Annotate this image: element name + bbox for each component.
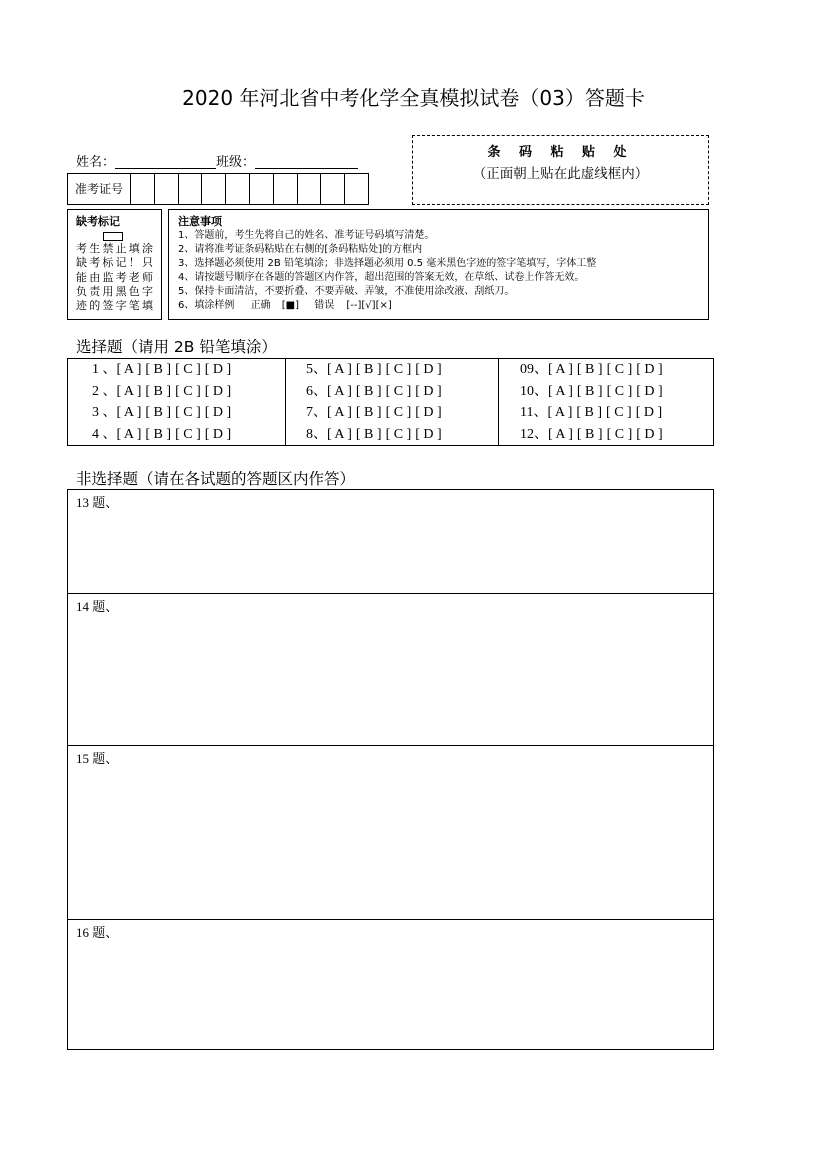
answer-box-14[interactable] xyxy=(68,593,713,745)
option-a-bubble[interactable]: [ A ] xyxy=(327,426,352,442)
question-number: 10、 xyxy=(520,383,548,399)
fill-sample-row xyxy=(178,299,596,313)
sheet-title: 2020 年河北省中考化学全真模拟试卷（03）答题卡 xyxy=(182,86,645,110)
question-number: 3 、 xyxy=(92,405,117,420)
option-d-bubble[interactable]: [ D ] xyxy=(204,362,232,377)
choice-question-row xyxy=(92,359,285,381)
absence-mark-box xyxy=(67,209,162,320)
question-number: 7、 xyxy=(306,405,327,420)
option-c-bubble[interactable]: [ C ] xyxy=(175,362,201,377)
barcode-title: 条 码 粘 贴 处 xyxy=(487,145,634,160)
option-b-bubble[interactable]: [ B ] xyxy=(355,426,382,442)
option-a-bubble[interactable]: [ A ] xyxy=(548,362,573,377)
option-b-bubble[interactable]: [ B ] xyxy=(355,405,382,420)
question-number: 09、 xyxy=(520,362,548,377)
notice-item: 4、请按题号顺序在各题的答题区内作答，超出范围的答案无效，在草纸、试卷上作答无效。 xyxy=(178,272,585,283)
option-c-bubble[interactable]: [ C ] xyxy=(606,362,633,377)
exam-id-digit-cell[interactable] xyxy=(345,174,368,204)
question-number: 8、 xyxy=(306,426,327,442)
option-b-bubble[interactable]: [ B ] xyxy=(576,383,603,399)
question-label: 16 题、 xyxy=(76,925,119,940)
fill-sample-label: 6、填涂样例 xyxy=(178,300,235,311)
option-b-bubble[interactable]: [ B ] xyxy=(576,405,603,420)
option-b-bubble[interactable]: [ B ] xyxy=(355,383,382,399)
option-a-bubble[interactable]: [ A ] xyxy=(547,405,573,420)
option-a-bubble[interactable]: [ A ] xyxy=(116,426,142,442)
option-a-bubble[interactable]: [ A ] xyxy=(116,362,142,377)
absence-title: 缺考标记 xyxy=(76,215,120,228)
exam-id-box xyxy=(67,173,369,205)
question-number: 5、 xyxy=(306,362,327,377)
exam-id-digit-cell[interactable] xyxy=(274,174,298,204)
choice-column xyxy=(498,359,713,445)
option-c-bubble[interactable]: [ C ] xyxy=(385,426,412,442)
option-b-bubble[interactable]: [ B ] xyxy=(145,362,172,377)
option-d-bubble[interactable]: [ D ] xyxy=(204,383,232,399)
question-number: 12、 xyxy=(520,426,548,442)
option-b-bubble[interactable]: [ B ] xyxy=(145,426,172,442)
option-a-bubble[interactable]: [ A ] xyxy=(327,362,352,377)
notice-item: 5、保持卡面清洁，不要折叠、不要弄破、弄皱，不准使用涂改液、刮纸刀。 xyxy=(178,286,515,297)
option-d-bubble[interactable]: [ D ] xyxy=(636,426,663,442)
option-c-bubble[interactable]: [ C ] xyxy=(606,383,633,399)
choice-question-row xyxy=(306,359,498,381)
choice-question-row xyxy=(520,359,713,381)
correct-mark-example: [■] xyxy=(281,300,300,311)
option-c-bubble[interactable]: [ C ] xyxy=(606,426,633,442)
absence-line: 负责用黑色字 xyxy=(76,285,153,298)
option-d-bubble[interactable]: [ D ] xyxy=(636,362,663,377)
absence-mark-checkbox[interactable] xyxy=(103,232,123,241)
option-a-bubble[interactable]: [ A ] xyxy=(327,383,352,399)
free-response-heading: 非选择题（请在各试题的答题区内作答） xyxy=(76,470,356,488)
option-d-bubble[interactable]: [ D ] xyxy=(415,405,442,420)
absence-line: 考生禁止填涂 xyxy=(76,243,153,255)
notice-item: 2、请将准考证条码粘贴在右侧的[条码粘贴处]的方框内 xyxy=(178,244,423,255)
exam-id-digit-cell[interactable] xyxy=(179,174,203,204)
choice-question-row xyxy=(92,381,285,403)
class-field[interactable] xyxy=(255,155,358,169)
option-d-bubble[interactable]: [ D ] xyxy=(415,362,442,377)
question-label: 13 题、 xyxy=(76,495,119,510)
option-a-bubble[interactable]: [ A ] xyxy=(548,383,573,399)
question-number: 11、 xyxy=(520,405,548,420)
question-label: 15 题、 xyxy=(76,751,119,766)
choice-question-row xyxy=(520,424,713,446)
student-info-row xyxy=(76,154,358,172)
choice-question-row xyxy=(92,424,285,446)
exam-id-label: 准考证号 xyxy=(68,174,131,204)
option-c-bubble[interactable]: [ C ] xyxy=(385,362,412,377)
answer-box-13[interactable] xyxy=(68,490,713,593)
absence-line: 缺考标记！只 xyxy=(76,257,153,270)
free-response-area xyxy=(67,489,714,1050)
exam-id-digit-cell[interactable] xyxy=(202,174,226,204)
choice-question-row xyxy=(306,424,498,446)
choice-question-row xyxy=(306,402,498,424)
option-c-bubble[interactable]: [ C ] xyxy=(175,426,201,442)
question-label: 14 题、 xyxy=(76,599,119,614)
choice-question-row xyxy=(520,381,713,403)
choice-column xyxy=(285,359,498,445)
option-c-bubble[interactable]: [ C ] xyxy=(606,405,632,420)
option-b-bubble[interactable]: [ B ] xyxy=(145,383,172,399)
class-label: 班级： xyxy=(216,155,256,170)
option-d-bubble[interactable]: [ D ] xyxy=(204,405,232,420)
choice-question-row xyxy=(520,402,713,424)
exam-id-digit-cell[interactable] xyxy=(131,174,155,204)
barcode-area xyxy=(412,135,709,205)
question-number: 4 、 xyxy=(92,426,117,442)
exam-id-digit-cell[interactable] xyxy=(226,174,250,204)
option-a-bubble[interactable]: [ A ] xyxy=(327,405,352,420)
name-label: 姓名： xyxy=(76,155,116,170)
absence-instructions xyxy=(76,242,153,313)
notice-title: 注意事项 xyxy=(178,215,222,228)
correct-label: 正确 xyxy=(250,300,271,311)
option-b-bubble[interactable]: [ B ] xyxy=(145,405,172,420)
option-b-bubble[interactable]: [ B ] xyxy=(576,362,603,377)
option-a-bubble[interactable]: [ A ] xyxy=(116,405,142,420)
wrong-mark-examples: [--][√][×] xyxy=(346,300,392,311)
absence-line: 迹的签字笔填 xyxy=(76,300,153,313)
option-c-bubble[interactable]: [ C ] xyxy=(175,405,201,420)
barcode-note: （正面朝上贴在此虚线框内） xyxy=(472,166,649,181)
option-d-bubble[interactable]: [ D ] xyxy=(415,426,442,442)
absence-line: 能由监考老师 xyxy=(76,271,153,284)
question-number: 6、 xyxy=(306,383,327,399)
choice-question-row xyxy=(92,402,285,424)
name-field[interactable] xyxy=(115,155,216,169)
exam-id-digit-cell[interactable] xyxy=(155,174,179,204)
choice-section-heading: 选择题（请用 2B 铅笔填涂） xyxy=(76,338,277,356)
notice-item: 3、选择题必须使用 2B 铅笔填涂；非选择题必须用 0.5 毫米黑色字迹的签字笔填写，字体工整 xyxy=(178,258,597,269)
exam-id-digit-cell[interactable] xyxy=(250,174,274,204)
answer-box-16[interactable] xyxy=(68,919,713,1049)
option-c-bubble[interactable]: [ C ] xyxy=(385,405,412,420)
option-d-bubble[interactable]: [ D ] xyxy=(204,426,232,442)
option-a-bubble[interactable]: [ A ] xyxy=(116,383,142,399)
option-d-bubble[interactable]: [ D ] xyxy=(635,405,663,420)
option-b-bubble[interactable]: [ B ] xyxy=(576,426,603,442)
notice-item: 1、答题前，考生先将自己的姓名、准考证号码填写清楚。 xyxy=(178,230,435,241)
option-c-bubble[interactable]: [ C ] xyxy=(175,383,201,399)
exam-id-digit-cell[interactable] xyxy=(298,174,322,204)
choice-table xyxy=(67,358,714,446)
option-a-bubble[interactable]: [ A ] xyxy=(548,426,573,442)
option-b-bubble[interactable]: [ B ] xyxy=(355,362,382,377)
exam-id-digit-cell[interactable] xyxy=(321,174,345,204)
option-c-bubble[interactable]: [ C ] xyxy=(385,383,412,399)
choice-question-row xyxy=(306,381,498,403)
question-number: 1 、 xyxy=(92,362,117,377)
wrong-label: 错误 xyxy=(314,300,335,311)
notice-list xyxy=(178,229,596,313)
choice-column xyxy=(68,359,285,445)
option-d-bubble[interactable]: [ D ] xyxy=(636,383,663,399)
notice-box xyxy=(168,209,709,320)
question-number: 2 、 xyxy=(92,383,117,399)
answer-box-15[interactable] xyxy=(68,745,713,919)
option-d-bubble[interactable]: [ D ] xyxy=(415,383,442,399)
